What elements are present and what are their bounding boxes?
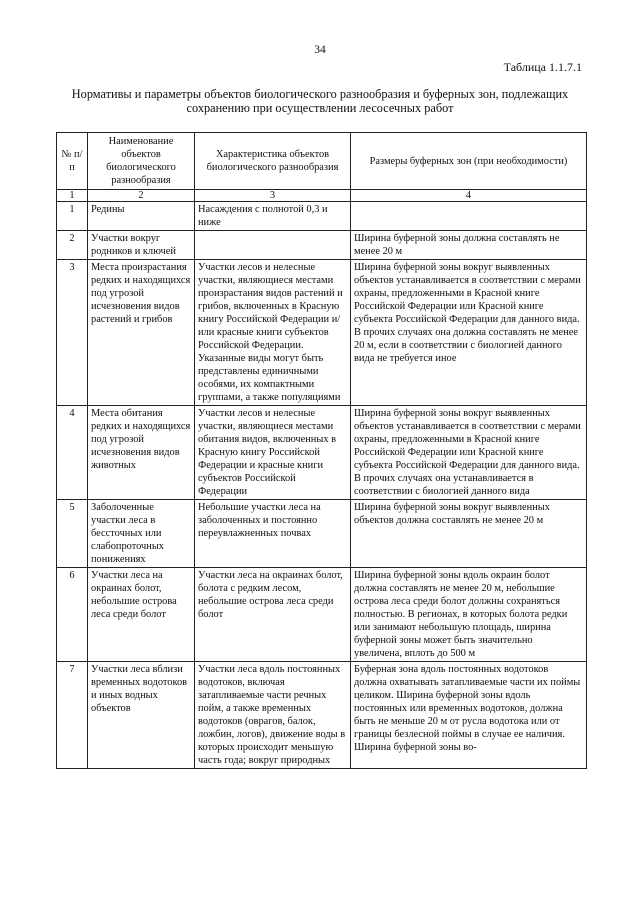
column-number: 1	[57, 190, 88, 202]
header-buffer-size: Размеры буферных зон (при необходимости)	[351, 133, 587, 190]
row-characteristic	[195, 231, 351, 260]
row-buffer: Ширина буферной зоны вдоль окраин болот должна составлять не менее 20 м, небольшие острова леса среди болот должны сохраняться полностью. В регионах, в которых болота редки или занимают небольшую площадь, ширина буферной зоны может быть значительно увеличена, вплоть до 500 м	[351, 568, 587, 662]
table-row	[57, 568, 587, 662]
row-characteristic: Небольшие участки леса на заболоченных и постоянно переувлажненных почвах	[195, 500, 351, 568]
row-name: Участки леса вблизи временных водотоков и иных водных объектов	[88, 662, 195, 769]
page-number: 34	[314, 44, 326, 56]
biodiversity-table	[56, 132, 587, 769]
row-characteristic: Участки леса вдоль постоянных водотоков, включая затапливаемые части речных пойм, а также временных водотоков (оврагов, балок, ложбин, логов), движение воды в которых происходит меньшую часть года; вокруг природных	[195, 662, 351, 769]
table-row	[57, 500, 587, 568]
row-number: 3	[57, 260, 88, 406]
row-name: Места произрастания редких и находящихся под угрозой исчезновения видов растений и грибов	[88, 260, 195, 406]
column-number: 3	[195, 190, 351, 202]
table-row	[57, 662, 587, 769]
row-name: Участки вокруг родников и ключей	[88, 231, 195, 260]
row-characteristic: Участки лесов и нелесные участки, являющиеся местами обитания видов, включенных в Красную книгу Российской Федерации и красные книги субъектов Российской Федерации	[195, 406, 351, 500]
table-row	[57, 231, 587, 260]
header-characteristic: Характеристика объектов биологического разнообразия	[195, 133, 351, 190]
row-characteristic: Насаждения с полнотой 0,3 и ниже	[195, 202, 351, 231]
row-number: 5	[57, 500, 88, 568]
row-name: Заболоченные участки леса в бессточных или слабопроточных понижениях	[88, 500, 195, 568]
table-row	[57, 202, 587, 231]
row-number: 4	[57, 406, 88, 500]
document-title: Нормативы и параметры объектов биологического разнообразия и буферных зон, подлежащих сохранению при осуществлении лесосечных работ	[71, 87, 569, 115]
row-name: Места обитания редких и находящихся под угрозой исчезновения видов животных	[88, 406, 195, 500]
row-buffer: Ширина буферной зоны должна составлять не менее 20 м	[351, 231, 587, 260]
row-buffer: Ширина буферной зоны вокруг выявленных объектов устанавливается в соответствии с мерами охраны, предложенными в Красной книге Российской Федерации или Красной книге субъекта Российской Федерации для данного вида. В прочих случаях она должна составлять не менее 20 м, если в соответствии с биологией данного вида не требуется иное	[351, 260, 587, 406]
row-number: 2	[57, 231, 88, 260]
table-label: Таблица 1.1.7.1	[503, 60, 582, 74]
row-characteristic: Участки лесов и нелесные участки, являющиеся местами произрастания видов растений и грибов, включенных в Красную книгу Российской Федерации и/или красные книги субъектов Российской Федерации. Указанные виды могут быть представлены единичными особями, их компактными группами, а также популяциями	[195, 260, 351, 406]
header-name: Наименование объектов биологического разнообразия	[88, 133, 195, 190]
row-buffer: Ширина буферной зоны вокруг выявленных объектов должна составлять не менее 20 м	[351, 500, 587, 568]
row-number: 1	[57, 202, 88, 231]
row-characteristic: Участки леса на окраинах болот, болота с редким лесом, небольшие острова леса среди болот	[195, 568, 351, 662]
column-number: 2	[88, 190, 195, 202]
header-number: № п/п	[57, 133, 88, 190]
row-name: Редины	[88, 202, 195, 231]
table-row	[57, 260, 587, 406]
row-name: Участки леса на окраинах болот, небольшие острова леса среди болот	[88, 568, 195, 662]
column-number: 4	[351, 190, 587, 202]
table-row	[57, 406, 587, 500]
table-header-row	[57, 133, 587, 190]
row-buffer	[351, 202, 587, 231]
row-number: 7	[57, 662, 88, 769]
row-buffer: Буферная зона вдоль постоянных водотоков должна охватывать затапливаемые части их поймы целиком. Ширина буферной зоны вдоль постоянных или временных водотоков, должна быть не меньше 20 м от русла водотока или от границы безлесной поймы в случае ее наличия. Ширина буферной зоны во-	[351, 662, 587, 769]
row-number: 6	[57, 568, 88, 662]
row-buffer: Ширина буферной зоны вокруг выявленных объектов устанавливается в соответствии с мерами охраны, предложенными в Красной книге Российской Федерации или Красной книге субъекта Российской Федерации для данного вида. В прочих случаях она устанавливается в соответствии с биологией данного вида	[351, 406, 587, 500]
column-number-row	[57, 190, 587, 202]
